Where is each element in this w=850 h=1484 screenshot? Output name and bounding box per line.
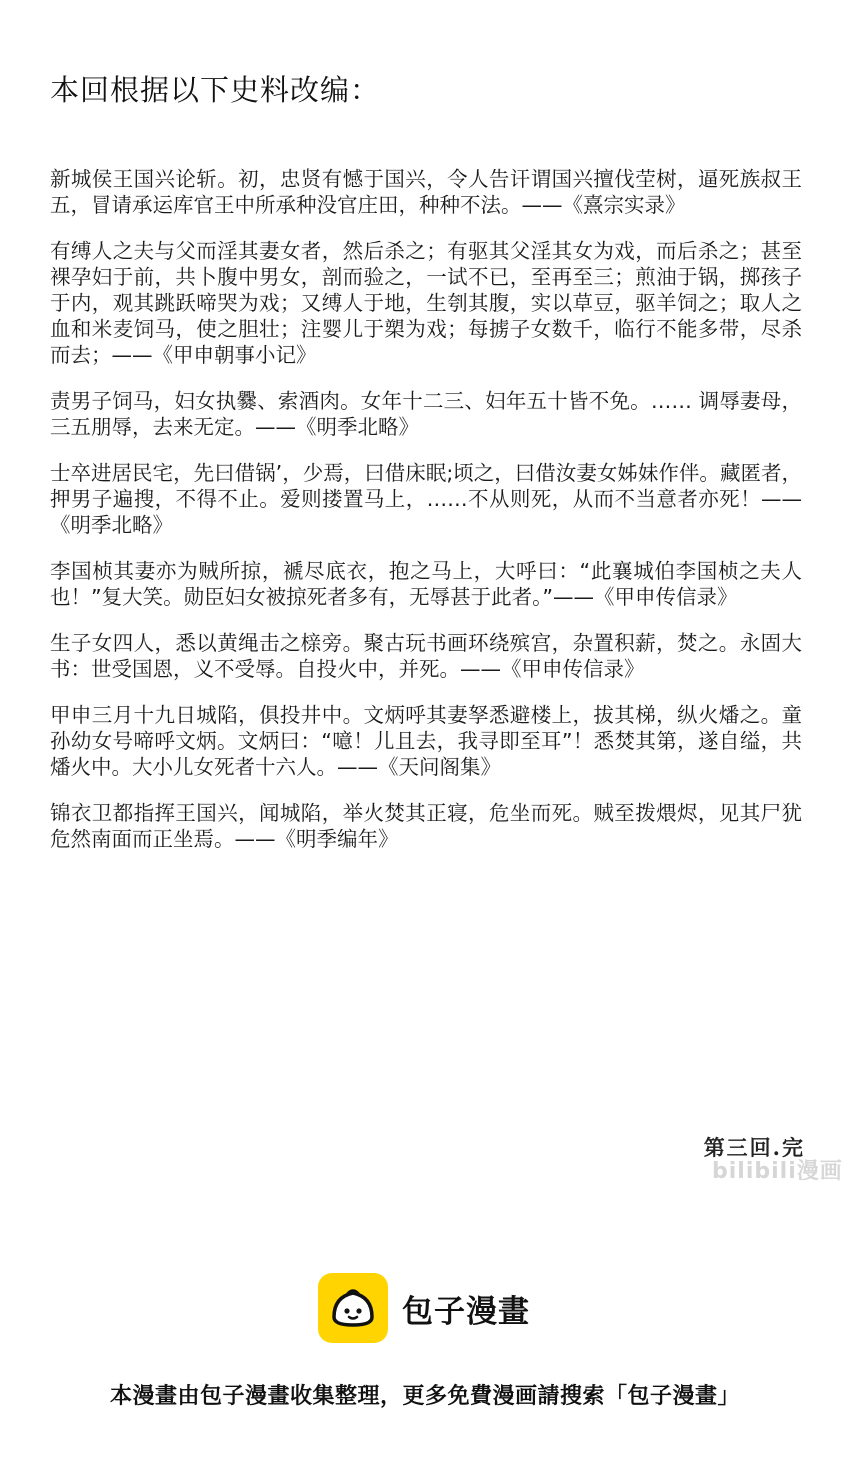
brand-name: 包子漫畫 bbox=[402, 1293, 530, 1330]
page-heading: 本回根据以下史料改编： bbox=[50, 73, 381, 107]
source-paragraph: 责男子饲马，妇女执爨、索酒肉。女年十二三、妇年五十皆不免。…… 调辱妻母，三五朋辱，去来无定。——《明季北略》 bbox=[50, 389, 802, 439]
baozi-logo-icon bbox=[318, 1273, 388, 1343]
footer-note: 本漫畫由包子漫畫收集整理，更多免費漫画請搜索「包子漫畫」 bbox=[109, 1384, 740, 1409]
chapter-end-label: 第三回.完 bbox=[703, 1135, 805, 1160]
source-paragraph: 有缚人之夫与父而淫其妻女者，然后杀之；有驱其父淫其女为戏，而后杀之；甚至裸孕妇于前，共卜腹中男女，剖而验之，一试不已，至再至三；煎油于锅，掷孩子于内，观其跳跃啼哭为戏；又缚人于地，生刳其腹，实以草豆，驱羊饲之；取人之血和米麦饲马，使之胆壮；注婴儿于槊为戏；每掳子女数千，临行不能多带，尽杀而去；——《甲申朝事小记》 bbox=[50, 239, 802, 367]
source-excerpts bbox=[50, 166, 802, 872]
bun-face-icon bbox=[326, 1281, 380, 1335]
source-paragraph: 李国桢其妻亦为贼所掠，褫尽底衣，抱之马上，大呼曰：“此襄城伯李国桢之夫人也！”复大笑。勋臣妇女被掠死者多有，无辱甚于此者。”——《甲申传信录》 bbox=[50, 559, 802, 609]
brand-block[interactable] bbox=[318, 1273, 530, 1343]
source-paragraph: 甲申三月十九日城陷，俱投井中。文炳呼其妻孥悉避楼上，拔其梯，纵火燔之。童孙幼女号啼呼文炳。文炳曰：“噫！儿且去，我寻即至耳”！悉焚其第，遂自缢，共燔火中。大小儿女死者十六人。——《天问阁集》 bbox=[50, 703, 802, 779]
source-paragraph: 锦衣卫都指挥王国兴，闻城陷，举火焚其正寝，危坐而死。贼至拨煨烬，见其尸犹危然南面而正坐焉。——《明季编年》 bbox=[50, 801, 802, 851]
source-paragraph: 新城侯王国兴论斩。初，忠贤有憾于国兴，令人告讦谓国兴擅伐茔树，逼死族叔王五，冒请承运库官王中所承种没官庄田，种种不法。——《熹宗实录》 bbox=[50, 167, 802, 217]
source-paragraph: 生子女四人，悉以黄绳击之榇旁。聚古玩书画环绕殡宫，杂置积薪，焚之。永固大书：世受国恩，义不受辱。自投火中，并死。——《甲申传信录》 bbox=[50, 631, 802, 681]
source-paragraph: 士卒进居民宅，先曰借锅’，少焉，曰借床眠;顷之，曰借汝妻女姊妹作伴。藏匿者，押男子遍搜，不得不止。爱则搂置马上，……不从则死，从而不当意者亦死！——《明季北略》 bbox=[50, 461, 802, 537]
bilibili-watermark: bilibili漫画 bbox=[712, 1159, 843, 1184]
